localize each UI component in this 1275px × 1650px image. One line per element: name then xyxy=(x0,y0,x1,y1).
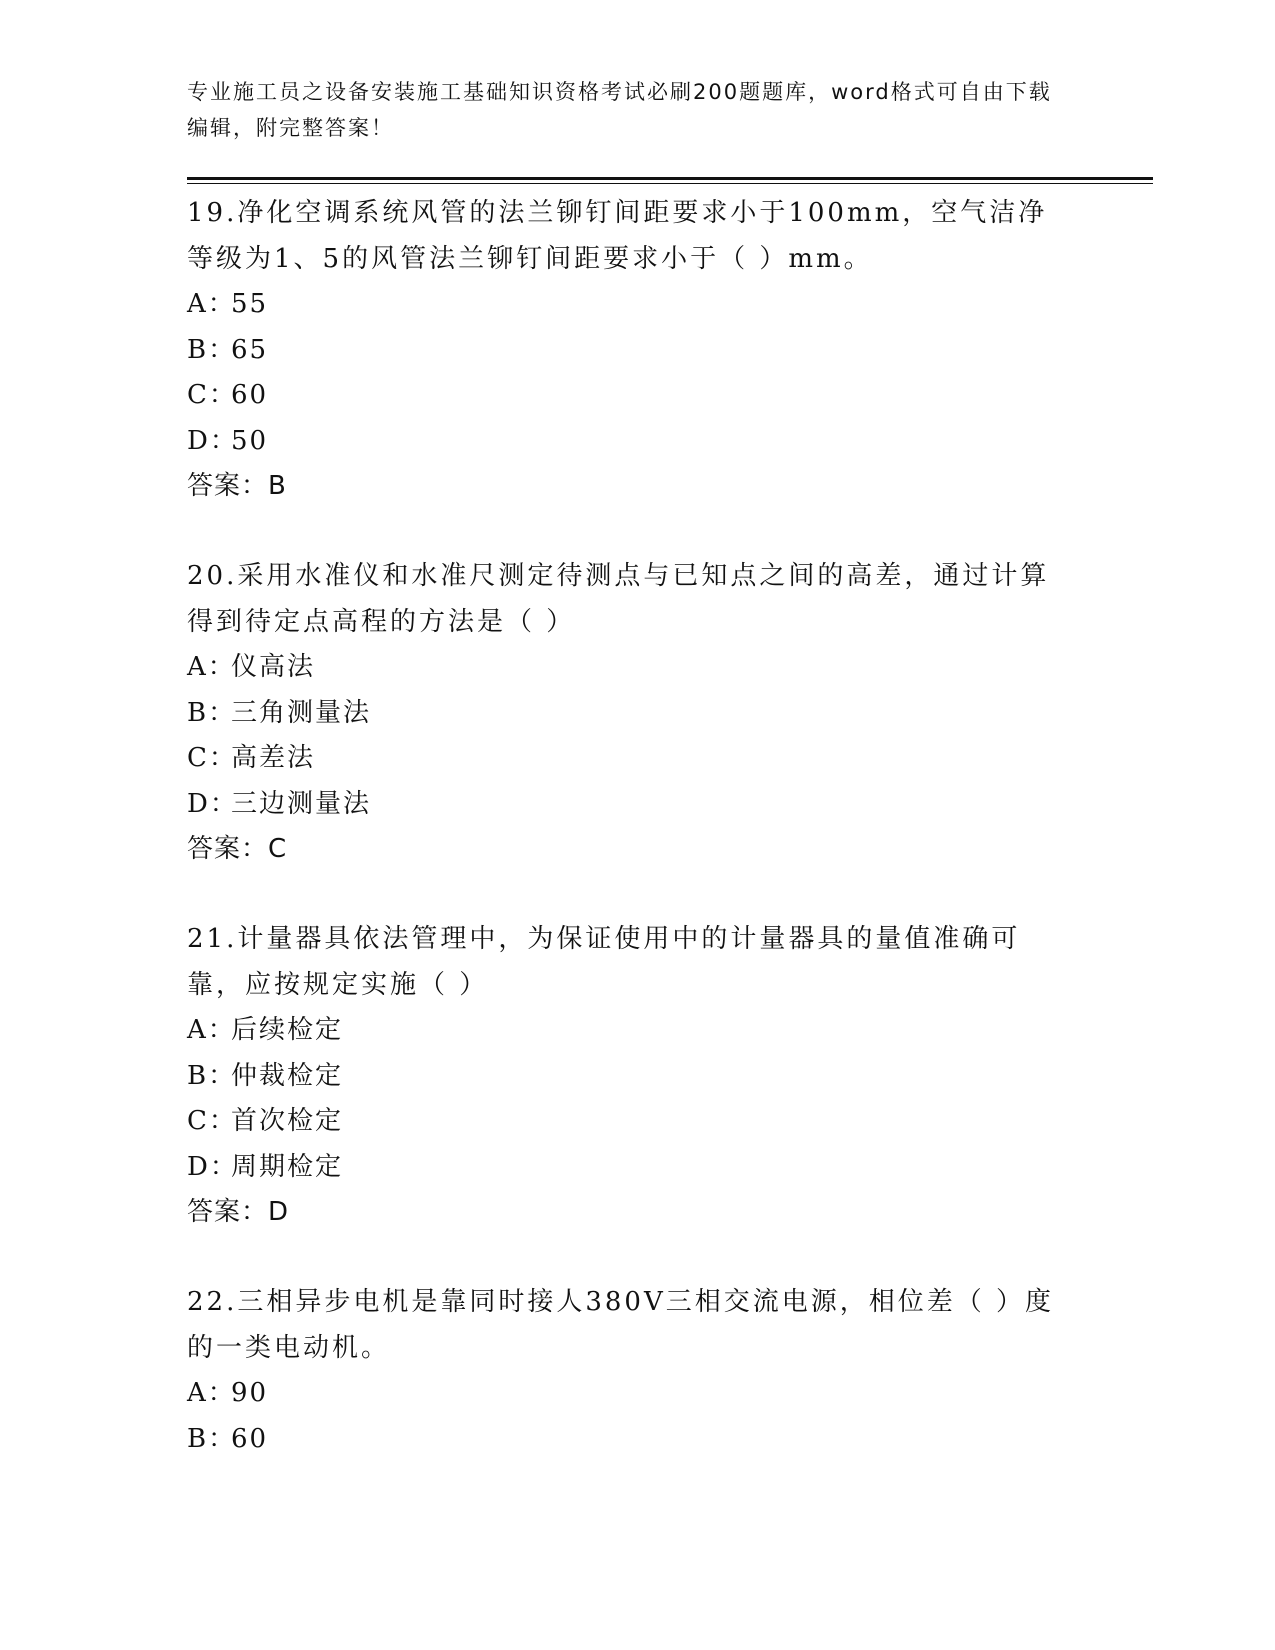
option-a xyxy=(187,645,1087,691)
question-text: 19.净化空调系统风管的法兰铆钉间距要求小于100mm，空气洁净等级为1、5的风管法兰铆钉间距要求小于（ ）mm。 xyxy=(187,198,1048,274)
option-text: 周期检定 xyxy=(231,1151,344,1182)
option-letter: B： xyxy=(187,697,237,728)
answer: 答案：D xyxy=(187,1197,290,1227)
option-letter: A： xyxy=(187,289,236,319)
question-22 xyxy=(187,1279,1087,1462)
option-letter: A： xyxy=(187,1015,236,1045)
question-text: 20.采用水准仪和水准尺测定待测点与已知点之间的高差，通过计算得到待定点高程的方法是（ ） xyxy=(187,561,1050,637)
option-d xyxy=(187,419,1087,465)
option-b xyxy=(187,1417,1087,1463)
option-text: 三边测量法 xyxy=(231,788,372,819)
option-text: 三角测量法 xyxy=(231,697,372,728)
option-text: 60 xyxy=(231,380,269,410)
document-header: 专业施工员之设备安装施工基础知识资格考试必刷200题题库，word格式可自由下载编辑，附完整答案！ xyxy=(187,80,1052,140)
option-c xyxy=(187,736,1087,782)
question-list xyxy=(187,190,1087,1507)
option-a xyxy=(187,282,1087,328)
option-text: 高差法 xyxy=(231,743,316,773)
option-b xyxy=(187,328,1087,374)
answer: 答案：B xyxy=(187,471,287,501)
option-letter: C： xyxy=(187,1106,237,1136)
option-c xyxy=(187,1099,1087,1145)
question-20 xyxy=(187,553,1087,871)
option-letter: C： xyxy=(187,743,237,773)
header-divider-thick xyxy=(187,177,1153,180)
option-text: 后续检定 xyxy=(231,1015,344,1045)
option-letter: A： xyxy=(187,1378,236,1408)
option-d xyxy=(187,782,1087,828)
option-a xyxy=(187,1008,1087,1054)
option-letter: C： xyxy=(187,380,237,410)
option-c xyxy=(187,373,1087,419)
question-text: 21.计量器具依法管理中，为保证使用中的计量器具的量值准确可靠，应按规定实施（ ） xyxy=(187,924,1021,1000)
option-text: 90 xyxy=(231,1378,269,1408)
option-text: 首次检定 xyxy=(231,1106,344,1136)
option-text: 仲裁检定 xyxy=(231,1060,344,1091)
option-letter: D： xyxy=(187,788,238,819)
option-text: 50 xyxy=(231,425,269,456)
option-letter: B： xyxy=(187,334,237,365)
option-letter: D： xyxy=(187,1151,238,1182)
option-letter: B： xyxy=(187,1060,237,1091)
option-text: 65 xyxy=(231,334,269,365)
option-text: 60 xyxy=(231,1423,269,1454)
option-d xyxy=(187,1145,1087,1191)
answer: 答案：C xyxy=(187,834,288,864)
header-divider-thin xyxy=(187,183,1153,184)
option-b xyxy=(187,1054,1087,1100)
question-text: 22.三相异步电机是靠同时接人380V三相交流电源，相位差（ ）度的一类电动机。 xyxy=(187,1287,1055,1363)
option-b xyxy=(187,691,1087,737)
question-19 xyxy=(187,190,1087,508)
option-text: 55 xyxy=(231,289,269,319)
option-letter: B： xyxy=(187,1423,237,1454)
option-letter: D： xyxy=(187,425,238,456)
option-text: 仪高法 xyxy=(231,652,316,682)
option-a xyxy=(187,1371,1087,1417)
option-letter: A： xyxy=(187,652,236,682)
question-21 xyxy=(187,916,1087,1234)
